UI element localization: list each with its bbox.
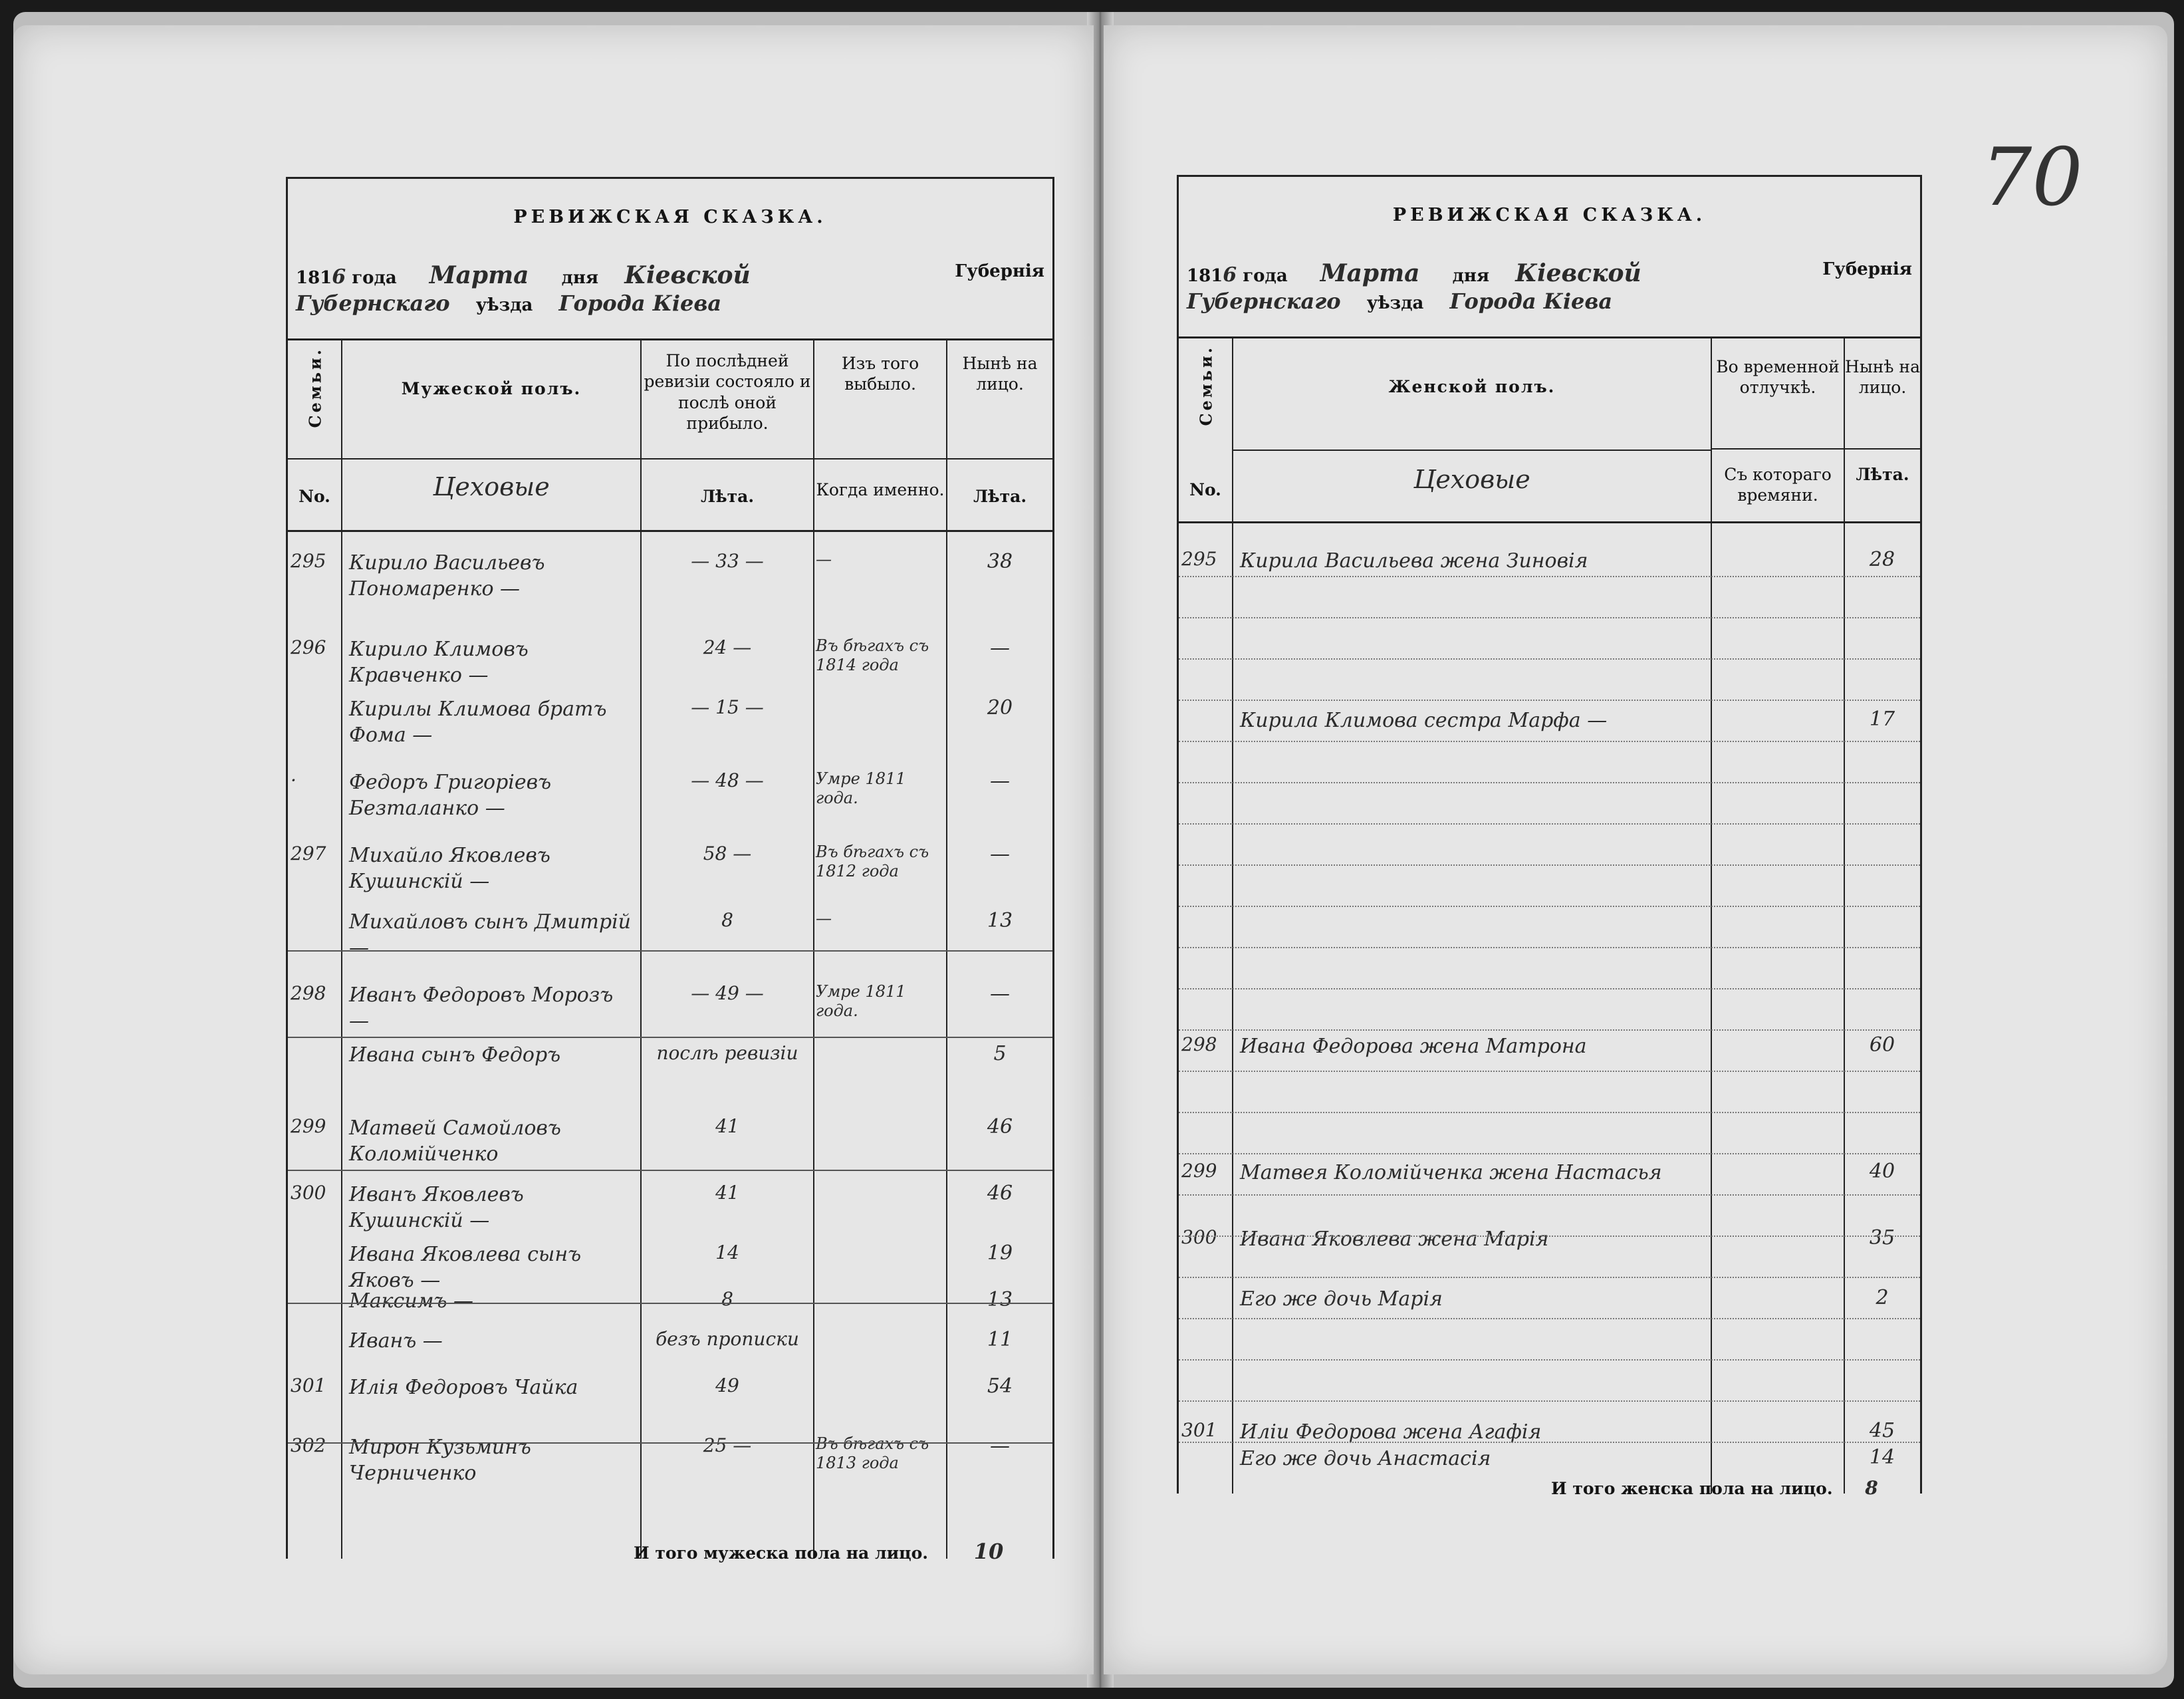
row-name: Ивана Яковлева жена Марiя bbox=[1240, 1228, 1549, 1251]
right-date-line bbox=[1187, 259, 1661, 287]
ruled-line bbox=[1179, 700, 1920, 701]
left-col-sex: Мужеской полъ. bbox=[401, 379, 582, 398]
ruled-line bbox=[1179, 658, 1920, 660]
row-separator bbox=[288, 950, 1052, 952]
row-separator bbox=[288, 1303, 1052, 1304]
table-row bbox=[288, 1110, 1052, 1166]
row-prev: — 48 — bbox=[691, 769, 764, 791]
table-row bbox=[288, 1236, 1052, 1292]
row-now: 38 bbox=[987, 550, 1013, 573]
ruled-line bbox=[1179, 782, 1920, 783]
row-now: 5 bbox=[993, 1042, 1007, 1065]
ruled-line bbox=[1179, 988, 1920, 989]
ruled-line bbox=[1179, 576, 1920, 577]
row-separator bbox=[288, 1170, 1052, 1171]
right-col-no: No. bbox=[1189, 480, 1221, 499]
right-sub-since: Съ котораго времяни. bbox=[1724, 465, 1832, 505]
right-year-prefix: 181 bbox=[1187, 266, 1223, 286]
left-col-no: No. bbox=[299, 487, 330, 506]
row-prev: 49 bbox=[715, 1374, 739, 1396]
row-now: — bbox=[990, 769, 1010, 793]
right-province-word: Губернiя bbox=[1822, 259, 1912, 279]
left-year-prefix: 181 bbox=[296, 268, 332, 288]
row-number: 298 bbox=[1181, 1033, 1217, 1055]
ruled-line bbox=[1179, 947, 1920, 948]
ruled-line bbox=[1179, 1359, 1920, 1361]
left-province: Кiевской bbox=[624, 261, 751, 289]
row-now: 54 bbox=[987, 1374, 1013, 1398]
table-row bbox=[288, 1429, 1052, 1485]
row-now: — bbox=[990, 982, 1010, 1005]
right-footer-label: И того женска пола на лицо. bbox=[1551, 1479, 1833, 1498]
row-name: Ивана сынъ Федоръ bbox=[349, 1043, 561, 1067]
left-year-suffix: 6 bbox=[332, 265, 346, 289]
row-now: 17 bbox=[1869, 708, 1895, 731]
left-province-word: Губернiя bbox=[955, 261, 1044, 281]
right-header-mid-rule bbox=[1232, 450, 1711, 451]
table-row bbox=[1179, 1154, 1920, 1208]
row-prev: — 33 — bbox=[691, 550, 764, 572]
row-name: Михайловъ сынъ Дмитрiй — bbox=[349, 910, 631, 960]
row-number: 296 bbox=[291, 636, 326, 658]
row-left: Въ бѣгахъ съ 1812 года bbox=[816, 843, 929, 880]
ruled-line bbox=[1179, 1277, 1920, 1278]
row-left: — bbox=[816, 909, 832, 928]
row-now: 20 bbox=[987, 696, 1013, 719]
ruled-line bbox=[1179, 864, 1920, 866]
row-name: Ивана Яковлева сынъ Яковъ — bbox=[349, 1243, 582, 1292]
table-row bbox=[288, 1369, 1052, 1422]
left-date-line bbox=[296, 261, 771, 289]
row-name: Федоръ Григорiевъ Безталанко — bbox=[349, 771, 552, 820]
row-number: 299 bbox=[291, 1115, 326, 1137]
row-name: Иванъ Яковлевъ Кушинскiй — bbox=[349, 1183, 524, 1232]
row-name: Кирила Климова сестра Марфа — bbox=[1240, 709, 1608, 732]
right-header-top-rule bbox=[1179, 336, 1920, 338]
row-number: 299 bbox=[1181, 1160, 1217, 1182]
ruled-line bbox=[1179, 906, 1920, 907]
row-number: 298 bbox=[291, 982, 326, 1004]
right-year-suffix: 6 bbox=[1223, 263, 1237, 287]
row-name: Кирило Васильевъ Пономаренко — bbox=[349, 551, 545, 600]
row-name: Михайло Яковлевъ Кушинскiй — bbox=[349, 844, 550, 893]
table-row bbox=[288, 977, 1052, 1033]
row-name: Ивана Федорова жена Матрона bbox=[1240, 1035, 1587, 1058]
row-now: 13 bbox=[987, 909, 1013, 932]
right-header-mid-rule-b bbox=[1711, 448, 1920, 450]
left-town: Города Кiева bbox=[558, 291, 722, 316]
row-number: 297 bbox=[291, 843, 326, 864]
row-now: 35 bbox=[1869, 1226, 1895, 1249]
row-prev: 8 bbox=[721, 909, 733, 931]
left-header-top-rule bbox=[288, 338, 1052, 340]
left-district: Губернскаго bbox=[296, 291, 450, 316]
row-number: 295 bbox=[291, 550, 326, 572]
right-town: Города Кiева bbox=[1449, 289, 1613, 314]
left-footer bbox=[634, 1539, 1003, 1564]
right-sub-years: Лѣта. bbox=[1856, 465, 1909, 484]
row-now: 46 bbox=[987, 1182, 1013, 1205]
row-number: 302 bbox=[291, 1434, 326, 1456]
row-number: 300 bbox=[1181, 1226, 1217, 1248]
row-prev: — 49 — bbox=[691, 982, 764, 1004]
right-form bbox=[1177, 175, 1922, 1499]
right-page bbox=[1104, 25, 2167, 1674]
left-col-left: Изъ того выбыло. bbox=[841, 354, 919, 394]
right-header-bottom-rule bbox=[1179, 521, 1920, 523]
left-day-word: дня bbox=[561, 268, 599, 288]
table-row bbox=[1179, 1028, 1920, 1081]
left-footer-total: 10 bbox=[973, 1539, 1004, 1564]
row-left: Умре 1811 года. bbox=[816, 769, 906, 807]
ruled-line bbox=[1179, 1236, 1920, 1237]
left-sub-years1: Лѣта. bbox=[700, 487, 755, 506]
ruled-line bbox=[1179, 1029, 1920, 1031]
row-number: 301 bbox=[291, 1374, 326, 1396]
folio-number: 70 bbox=[1981, 132, 2083, 224]
right-year-word: года bbox=[1243, 266, 1288, 286]
row-prev: 8 bbox=[721, 1288, 733, 1310]
ruled-line bbox=[1179, 1400, 1920, 1402]
right-title: РЕВИЖСКАЯ СКАЗКА. bbox=[1392, 205, 1707, 225]
row-now: 46 bbox=[987, 1115, 1013, 1138]
table-row bbox=[1179, 1281, 1920, 1334]
row-name: Илiя Федоровъ Чайка bbox=[349, 1376, 578, 1399]
right-province: Кiевской bbox=[1515, 259, 1641, 287]
left-col-family: Семьи. bbox=[305, 346, 325, 428]
ruled-line bbox=[1179, 1112, 1920, 1113]
ruled-line bbox=[1179, 1442, 1920, 1443]
row-now: — bbox=[990, 1434, 1010, 1458]
right-col-absent: Во временной отлучкѣ. bbox=[1716, 357, 1840, 398]
table-row bbox=[288, 764, 1052, 820]
right-day-word: дня bbox=[1452, 266, 1490, 286]
row-name: Иванъ Федоровъ Морозъ — bbox=[349, 983, 614, 1033]
row-name: Иванъ — bbox=[349, 1329, 443, 1353]
row-prev: — 15 — bbox=[691, 696, 764, 718]
row-separator bbox=[288, 1442, 1052, 1444]
right-col-now: Нынѣ на лицо. bbox=[1845, 357, 1920, 398]
row-name: Илiи Федорова жена Агафiя bbox=[1240, 1420, 1542, 1444]
table-row bbox=[288, 545, 1052, 598]
row-prev: 24 — bbox=[703, 636, 752, 658]
right-col-family: Семьи. bbox=[1196, 344, 1216, 426]
left-header-mid-rule bbox=[288, 458, 1052, 459]
row-prev: послѣ ревизiи bbox=[656, 1042, 798, 1064]
table-row bbox=[288, 1037, 1052, 1090]
row-now: 2 bbox=[1876, 1286, 1889, 1309]
row-prev: 25 — bbox=[703, 1434, 752, 1456]
table-row bbox=[288, 1176, 1052, 1230]
row-name: Кирилы Климова братъ Фома — bbox=[349, 698, 607, 747]
row-prev: 41 bbox=[715, 1182, 739, 1204]
row-now: 40 bbox=[1869, 1160, 1895, 1183]
row-left: Въ бѣгахъ съ 1814 года bbox=[816, 636, 929, 674]
ruled-line bbox=[1179, 1318, 1920, 1319]
row-prev: 58 — bbox=[703, 843, 752, 864]
row-name: Его же дочь Анастасiя bbox=[1240, 1447, 1491, 1470]
table-row bbox=[1179, 702, 1920, 755]
row-name: Кирило Климовъ Кравченко — bbox=[349, 638, 529, 687]
left-footer-label: И того мужеска пола на лицо. bbox=[634, 1543, 928, 1563]
row-now: 19 bbox=[987, 1242, 1013, 1265]
row-prev: безъ прописки bbox=[656, 1328, 799, 1350]
right-district: Губернскаго bbox=[1187, 289, 1341, 314]
row-name: Мирон Кузьминъ Черниченко bbox=[349, 1436, 531, 1485]
row-name: Матвея Коломiйченка жена Настасья bbox=[1240, 1161, 1662, 1184]
left-col-now: Нынѣ на лицо. bbox=[962, 354, 1038, 394]
row-now: 60 bbox=[1869, 1033, 1895, 1057]
table-row bbox=[288, 837, 1052, 893]
ruled-line bbox=[1179, 823, 1920, 825]
row-number: 301 bbox=[1181, 1419, 1217, 1441]
row-name: Максимъ — bbox=[349, 1289, 474, 1313]
row-now: — bbox=[990, 636, 1010, 660]
row-left: Умре 1811 года. bbox=[816, 982, 906, 1020]
ruled-line bbox=[1179, 741, 1920, 742]
row-number: 295 bbox=[1181, 548, 1217, 570]
right-col-sex: Женской полъ. bbox=[1388, 377, 1556, 396]
row-name: Матвей Самойловъ Коломiйченко bbox=[349, 1116, 561, 1166]
table-row bbox=[1179, 543, 1920, 596]
table-row bbox=[288, 631, 1052, 687]
ruled-line bbox=[1179, 1071, 1920, 1072]
right-month: Марта bbox=[1320, 259, 1420, 287]
right-estate: Цеховые bbox=[1413, 465, 1530, 494]
table-row bbox=[288, 1323, 1052, 1376]
row-now: 28 bbox=[1869, 548, 1895, 571]
row-now: 13 bbox=[987, 1288, 1013, 1311]
table-row bbox=[288, 691, 1052, 747]
row-number: · bbox=[291, 769, 297, 791]
row-prev: 41 bbox=[715, 1115, 739, 1137]
left-col-prev: По послѣдней ревизiи состояло и послѣ оной прибыло. bbox=[644, 351, 811, 433]
row-left: Въ бѣгахъ съ 1813 года bbox=[816, 1434, 929, 1472]
right-district-word: уѣзда bbox=[1366, 293, 1424, 313]
left-header-bottom-rule bbox=[288, 530, 1052, 532]
ruled-line bbox=[1179, 1194, 1920, 1196]
left-district-line bbox=[296, 291, 721, 316]
left-form bbox=[286, 177, 1054, 1564]
left-year-word: года bbox=[352, 268, 397, 288]
left-page bbox=[13, 25, 1094, 1674]
row-now: 45 bbox=[1869, 1419, 1895, 1442]
left-title: РЕВИЖСКАЯ СКАЗКА. bbox=[513, 207, 827, 227]
row-left: — bbox=[816, 550, 832, 569]
row-now: 11 bbox=[987, 1328, 1013, 1351]
table-row bbox=[1179, 1221, 1920, 1274]
table-row bbox=[288, 904, 1052, 960]
row-now: — bbox=[990, 843, 1010, 866]
row-now: 14 bbox=[1869, 1446, 1895, 1469]
row-name: Кирила Васильева жена Зиновiя bbox=[1240, 549, 1588, 573]
left-sub-years2: Лѣта. bbox=[973, 487, 1027, 506]
right-footer bbox=[1551, 1477, 1878, 1499]
left-sub-when: Когда именно. bbox=[816, 480, 945, 499]
left-month: Марта bbox=[429, 261, 529, 289]
ruled-line bbox=[1179, 617, 1920, 618]
row-prev: 14 bbox=[715, 1242, 739, 1263]
open-book bbox=[13, 12, 2174, 1688]
row-name: Его же дочь Марiя bbox=[1240, 1287, 1443, 1311]
row-number: 300 bbox=[291, 1182, 326, 1204]
left-estate: Цеховые bbox=[433, 472, 550, 501]
left-district-word: уѣзда bbox=[475, 295, 533, 315]
ruled-line bbox=[1179, 1153, 1920, 1154]
right-district-line bbox=[1187, 289, 1612, 314]
row-separator bbox=[288, 1037, 1052, 1038]
right-footer-total: 8 bbox=[1865, 1477, 1878, 1499]
